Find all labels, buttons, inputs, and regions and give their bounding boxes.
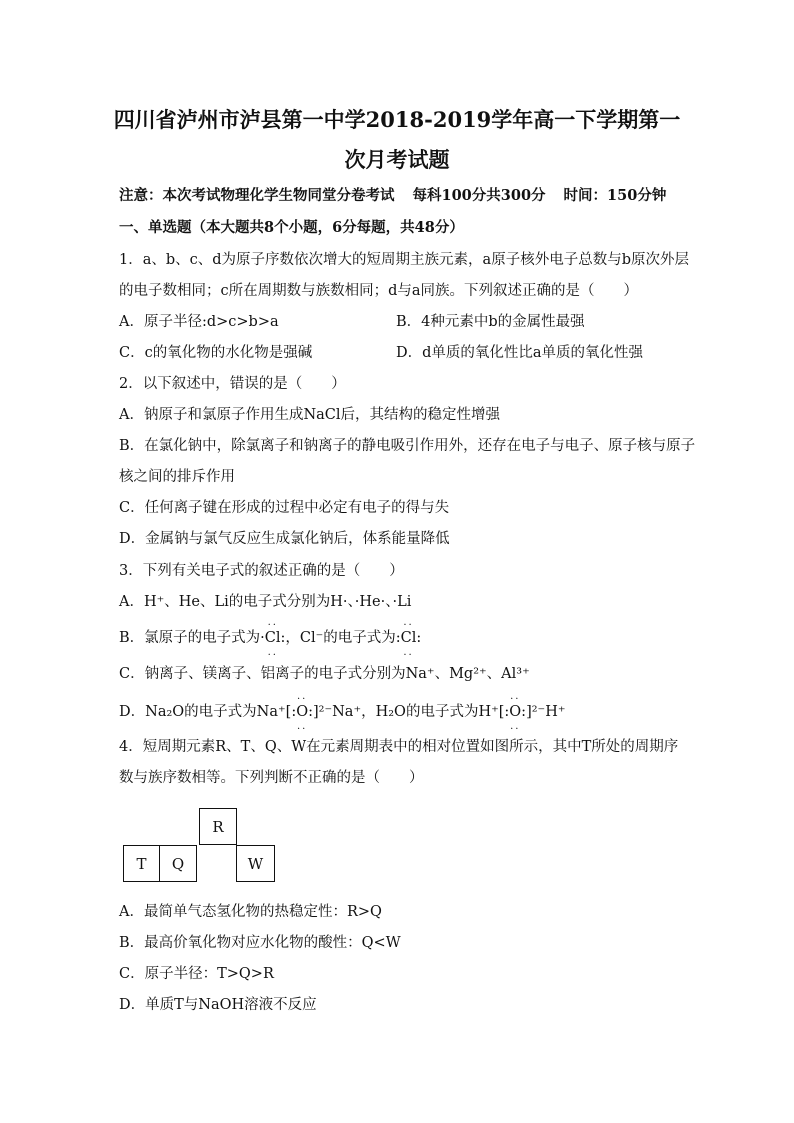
electron-dots-top: .. bbox=[267, 617, 278, 628]
q3-option-a: A．H⁺、He、Li的电子式分别为H·、·He·、·Li bbox=[119, 594, 412, 610]
q1-stem-line-1: 1．a、b、c、d为原子序数依次增大的短周期主族元素，a原子核外电子总数与b原次外层 bbox=[119, 252, 689, 268]
q4-option-d: D．单质T与NaOH溶液不反应 bbox=[119, 997, 317, 1013]
section-heading: 一、单选题（本大题共8个小题，6分每题，共48分） bbox=[119, 219, 464, 236]
electron-dots-bottom: .. bbox=[267, 647, 278, 658]
electron-dots-bottom: .. bbox=[296, 721, 308, 732]
q2-option-b-line-2: 核之间的排斥作用 bbox=[119, 469, 235, 485]
notice-time: 时间：150分钟 bbox=[563, 187, 667, 204]
electron-dots-bottom: .. bbox=[510, 721, 521, 732]
periodic-table-fragment bbox=[123, 808, 275, 884]
q4-stem-line-2: 数与族序数相等。下列判断不正确的是（ ） bbox=[119, 770, 424, 786]
oxide-ion-symbol: :O: bbox=[291, 704, 313, 720]
q4-stem-line-1: 4．短周期元素R、T、Q、W在元素周期表中的相对位置如图所示，其中T所处的周期序 bbox=[119, 739, 679, 755]
q2-option-d: D．金属钠与氯气反应生成氯化钠后，体系能量降低 bbox=[119, 531, 450, 547]
q3-stem: 3．下列有关电子式的叙述正确的是（ ） bbox=[119, 563, 404, 579]
q2-option-b-line-1: B．在氯化钠中，除氯离子和钠离子的静电吸引作用外，还存在电子与电子、原子核与原子 bbox=[119, 438, 696, 454]
water-oxygen-symbol: :O: bbox=[504, 704, 527, 720]
electron-dots-top: .. bbox=[510, 691, 521, 702]
notice-score: 每科100分共300分 bbox=[412, 187, 546, 204]
q1-option-a: A．原子半径:d>c>b>a bbox=[119, 314, 279, 330]
q1-option-b: B．4种元素中b的金属性最强 bbox=[396, 314, 585, 330]
q3-d-middle: ]²⁻Na⁺，H₂O的电子式为H⁺[ bbox=[312, 704, 505, 720]
q1-option-d: D．d单质的氧化性比a单质的氧化性强 bbox=[396, 345, 644, 361]
electron-dots-top: .. bbox=[403, 617, 414, 628]
q3-d-prefix: D．Na₂O的电子式为Na⁺[ bbox=[119, 704, 292, 720]
electron-dots-top: .. bbox=[296, 691, 308, 702]
q3-d-suffix: ]²⁻H⁺ bbox=[526, 704, 566, 720]
q3-option-d bbox=[119, 691, 566, 732]
chlorine-atom-dot-formula bbox=[260, 617, 286, 658]
chlorine-atom-symbol: ·Cl: bbox=[260, 630, 286, 646]
q2-option-c: C．任何离子键在形成的过程中必定有电子的得与失 bbox=[119, 500, 450, 516]
q3-b-middle: ，Cl⁻的电子式为 bbox=[285, 630, 396, 646]
q4-option-c: C．原子半径：T>Q>R bbox=[119, 966, 274, 982]
title-line-1: 四川省泸州市泸县第一中学2018-2019学年高一下学期第一 bbox=[113, 107, 681, 132]
notice-text: 注意：本次考试物理化学生物同堂分卷考试 bbox=[119, 187, 395, 204]
title-line-2: 次月考试题 bbox=[344, 147, 450, 172]
q1-stem-line-2: 的电子数相同；c所在周期数与族数相同；d与a同族。下列叙述正确的是（ ） bbox=[119, 283, 639, 299]
cell-w: W bbox=[236, 845, 275, 882]
q3-b-prefix: B．氯原子的电子式为 bbox=[119, 630, 261, 646]
q4-option-a: A．最简单气态氢化物的热稳定性：R>Q bbox=[119, 904, 382, 920]
cell-q: Q bbox=[160, 845, 197, 882]
cell-t: T bbox=[123, 845, 160, 882]
electron-dots-bottom: .. bbox=[403, 647, 414, 658]
chloride-ion-dot-formula bbox=[395, 617, 422, 658]
q2-option-a: A．钠原子和氯原子作用生成NaCl后，其结构的稳定性增强 bbox=[119, 407, 501, 423]
q4-option-b: B．最高价氧化物对应水化物的酸性：Q<W bbox=[119, 935, 401, 951]
cell-r: R bbox=[199, 808, 237, 845]
q2-stem: 2．以下叙述中，错误的是（ ） bbox=[119, 376, 346, 392]
water-oxygen-dot-formula bbox=[504, 691, 527, 732]
q3-option-c: C．钠离子、镁离子、铝离子的电子式分别为Na⁺、Mg²⁺、Al³⁺ bbox=[119, 666, 530, 682]
oxide-ion-dot-formula bbox=[291, 691, 313, 732]
chloride-ion-symbol: :Cl: bbox=[395, 630, 422, 646]
q1-option-c: C．c的氧化物的水化物是强碱 bbox=[119, 345, 313, 361]
q3-option-b bbox=[119, 617, 422, 658]
exam-notice bbox=[119, 186, 684, 206]
